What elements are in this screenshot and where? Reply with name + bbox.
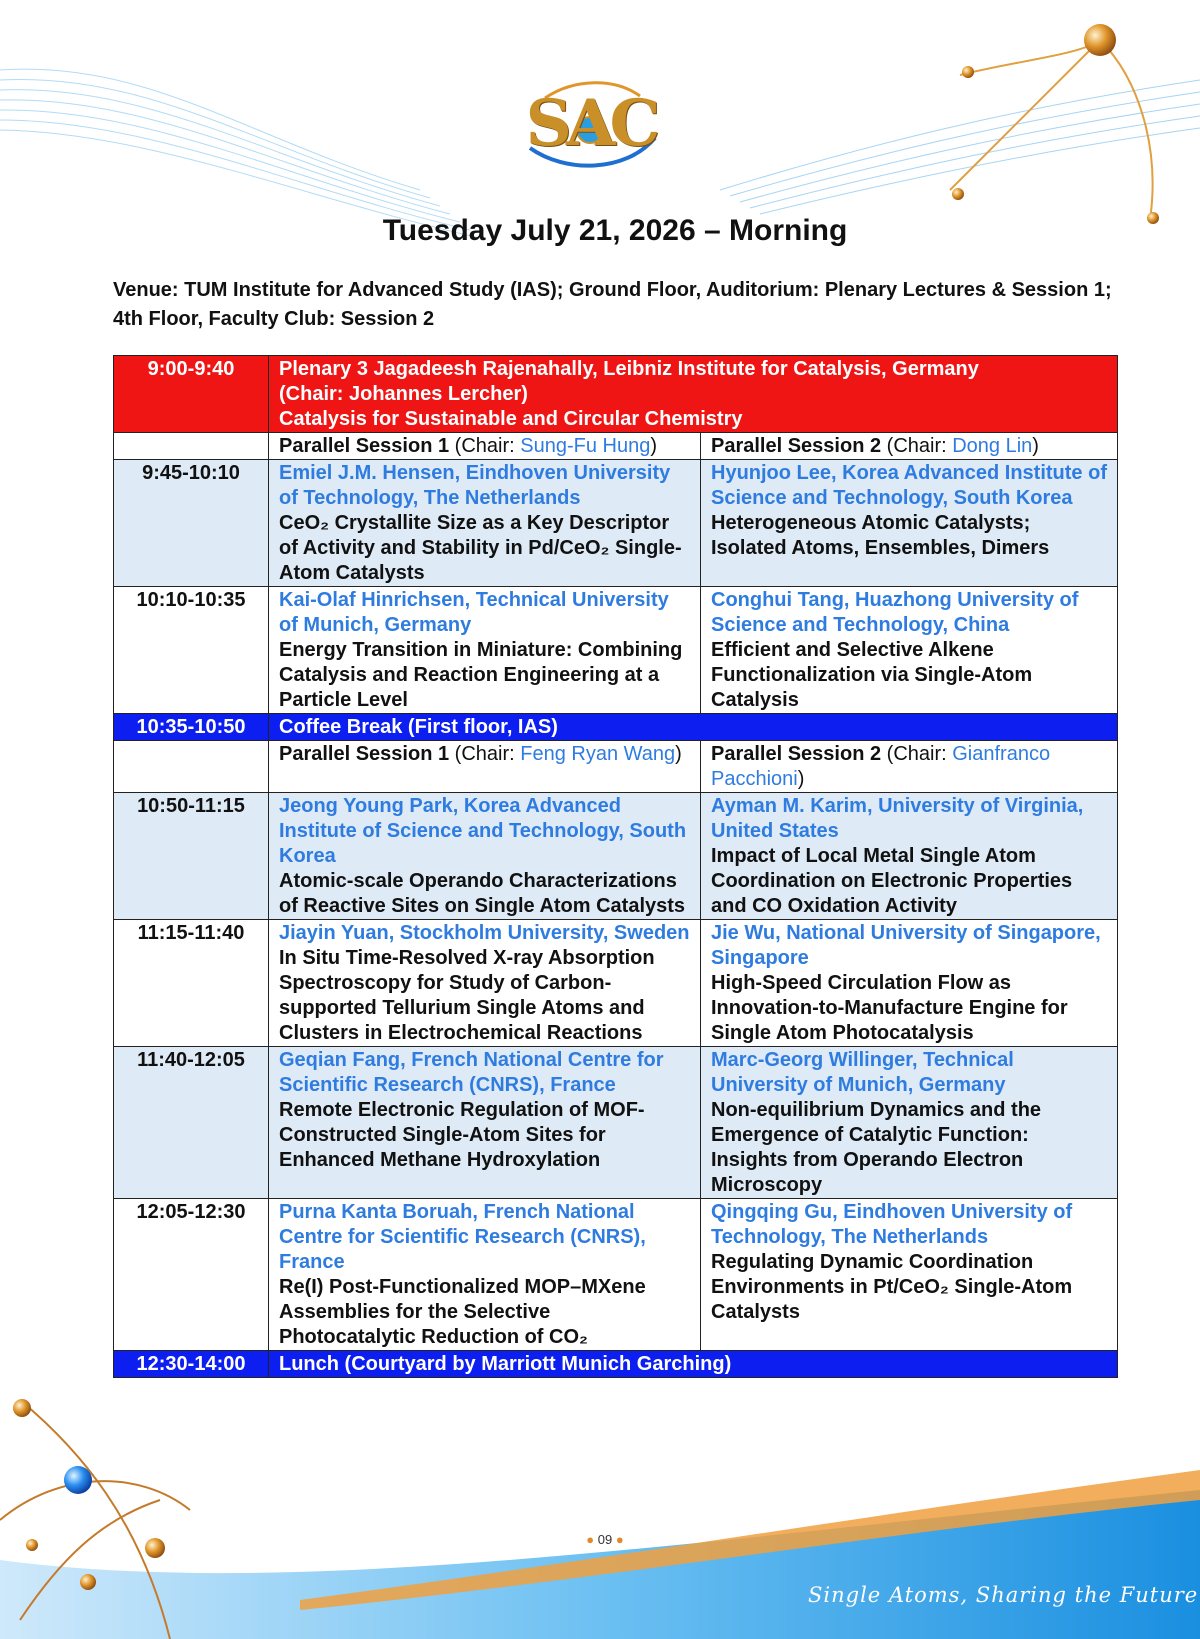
talk-title: High-Speed Circulation Flow as Innovation-to-Manufacture Engine for Single Atom Photocatalysis: [711, 972, 1068, 1044]
talk-row: [114, 1047, 1118, 1199]
speaker: Geqian Fang, French National Centre for Scientific Research (CNRS), France: [279, 1049, 664, 1096]
talk-row: [114, 920, 1118, 1047]
time-cell: 10:50-11:15: [114, 793, 269, 920]
time-cell: 11:15-11:40: [114, 920, 269, 1047]
talk-title: Non-equilibrium Dynamics and the Emergence of Catalytic Function: Insights from Operando Electron Microscopy: [711, 1099, 1042, 1196]
plenary-chair: (Chair: Johannes Lercher): [279, 383, 528, 405]
talk-cell: [701, 793, 1118, 920]
session-header: Parallel Session 2 (Chair: Dong Lin): [701, 433, 1118, 460]
time-cell: 11:40-12:05: [114, 1047, 269, 1199]
talk-row: [114, 793, 1118, 920]
talk-cell: [269, 587, 701, 714]
speaker: Kai-Olaf Hinrichsen, Technical University of Munich, Germany: [279, 589, 669, 636]
speaker: Jiayin Yuan, Stockholm University, Sweden: [279, 922, 690, 944]
session-header: Parallel Session 2 (Chair: Gianfranco Pacchioni): [701, 741, 1118, 793]
talk-cell: [269, 1199, 701, 1351]
lunch-row: [114, 1351, 1118, 1378]
speaker: Conghui Tang, Huazhong University of Science and Technology, China: [711, 589, 1079, 636]
chair-name: Dong Lin: [952, 435, 1033, 457]
footer-slogan: Single Atoms, Sharing the Future: [808, 1583, 1199, 1607]
plenary-talk-title: Catalysis for Sustainable and Circular Chemistry: [279, 408, 743, 430]
page-number: ● 09 ●: [586, 1532, 624, 1547]
time-cell: 10:10-10:35: [114, 587, 269, 714]
time-cell: 9:00-9:40: [114, 356, 269, 433]
talk-title: In Situ Time-Resolved X-ray Absorption Spectroscopy for Study of Carbon-supported Tellurium Single Atoms and Clusters in Electrochemical Reactions: [279, 947, 655, 1044]
chair-name: Gianfranco Pacchioni: [711, 743, 1051, 790]
talk-cell: [269, 1047, 701, 1199]
time-cell: 9:45-10:10: [114, 460, 269, 587]
logo-text: SAC: [525, 86, 655, 161]
time-cell: 12:30-14:00: [114, 1351, 269, 1378]
plenary-row: [114, 356, 1118, 433]
time-cell: 12:05-12:30: [114, 1199, 269, 1351]
speaker: Emiel J.M. Hensen, Eindhoven University of Technology, The Netherlands: [279, 462, 671, 509]
talk-cell: [701, 1047, 1118, 1199]
time-cell: 10:35-10:50: [114, 714, 269, 741]
talk-title: Atomic-scale Operando Characterizations of Reactive Sites on Single Atom Catalysts: [279, 870, 686, 917]
speaker: Purna Kanta Boruah, French National Centre for Scientific Research (CNRS), France: [279, 1201, 646, 1273]
lunch-label: Lunch (Courtyard by Marriott Munich Garching): [269, 1351, 1118, 1378]
speaker: Hyunjoo Lee, Korea Advanced Institute of Science and Technology, South Korea: [711, 462, 1107, 509]
plenary-cell: [269, 356, 1118, 433]
venue-text: Venue: TUM Institute for Advanced Study (IAS); Ground Floor, Auditorium: Plenary Lectures & Session 1; 4th Floor, Faculty Club: Session 2: [113, 279, 1112, 330]
talk-title: Re(I) Post-Functionalized MOP–MXene Assemblies for the Selective Photocatalytic Reduction of CO₂: [279, 1276, 646, 1348]
schedule-table: [113, 355, 1118, 1378]
page-title: Tuesday July 21, 2026 – Morning: [382, 214, 848, 247]
session-header-row: [114, 741, 1118, 793]
talk-title: Regulating Dynamic Coordination Environments in Pt/CeO₂ Single-Atom Catalysts: [711, 1251, 1073, 1323]
talk-title: Energy Transition in Miniature: Combining Catalysis and Reaction Engineering at a Particle Level: [279, 639, 683, 711]
talk-row: [114, 460, 1118, 587]
talk-row: [114, 587, 1118, 714]
time-cell: [114, 433, 269, 460]
talk-cell: [701, 460, 1118, 587]
session-header: Parallel Session 1 (Chair: Feng Ryan Wang): [269, 741, 701, 793]
time-cell: [114, 741, 269, 793]
talk-title: Heterogeneous Atomic Catalysts; Isolated Atoms, Ensembles, Dimers: [711, 512, 1050, 559]
talk-cell: [701, 920, 1118, 1047]
speaker: Ayman M. Karim, University of Virginia, United States: [711, 795, 1084, 842]
talk-row: [114, 1199, 1118, 1351]
talk-cell: [269, 793, 701, 920]
speaker: Jeong Young Park, Korea Advanced Institute of Science and Technology, South Korea: [279, 795, 687, 867]
speaker: Qingqing Gu, Eindhoven University of Technology, The Netherlands: [711, 1201, 1073, 1248]
talk-title: Impact of Local Metal Single Atom Coordination on Electronic Properties and CO Oxidation Activity: [711, 845, 1073, 917]
sac-logo: [515, 78, 665, 178]
talk-cell: [269, 460, 701, 587]
coffee-break-label: Coffee Break (First floor, IAS): [269, 714, 1118, 741]
talk-title: Efficient and Selective Alkene Functionalization via Single-Atom Catalysis: [711, 639, 1033, 711]
speaker: Marc-Georg Willinger, Technical University of Munich, Germany: [711, 1049, 1014, 1096]
chair-name: Sung-Fu Hung: [520, 435, 651, 457]
session-header: Parallel Session 1 (Chair: Sung-Fu Hung): [269, 433, 701, 460]
session-header-row: [114, 433, 1118, 460]
talk-title: CeO₂ Crystallite Size as a Key Descriptor of Activity and Stability in Pd/CeO₂ Single-Atom Catalysts: [279, 512, 682, 584]
talk-title: Remote Electronic Regulation of MOF-Constructed Single-Atom Sites for Enhanced Methane Hydroxylation: [279, 1099, 645, 1171]
talk-cell: [701, 587, 1118, 714]
talk-cell: [269, 920, 701, 1047]
chair-name: Feng Ryan Wang: [520, 743, 676, 765]
speaker: Jie Wu, National University of Singapore, Singapore: [711, 922, 1101, 969]
coffee-break-row: [114, 714, 1118, 741]
talk-cell: [701, 1199, 1118, 1351]
plenary-speaker: Plenary 3 Jagadeesh Rajenahally, Leibniz Institute for Catalysis, Germany: [279, 358, 979, 380]
